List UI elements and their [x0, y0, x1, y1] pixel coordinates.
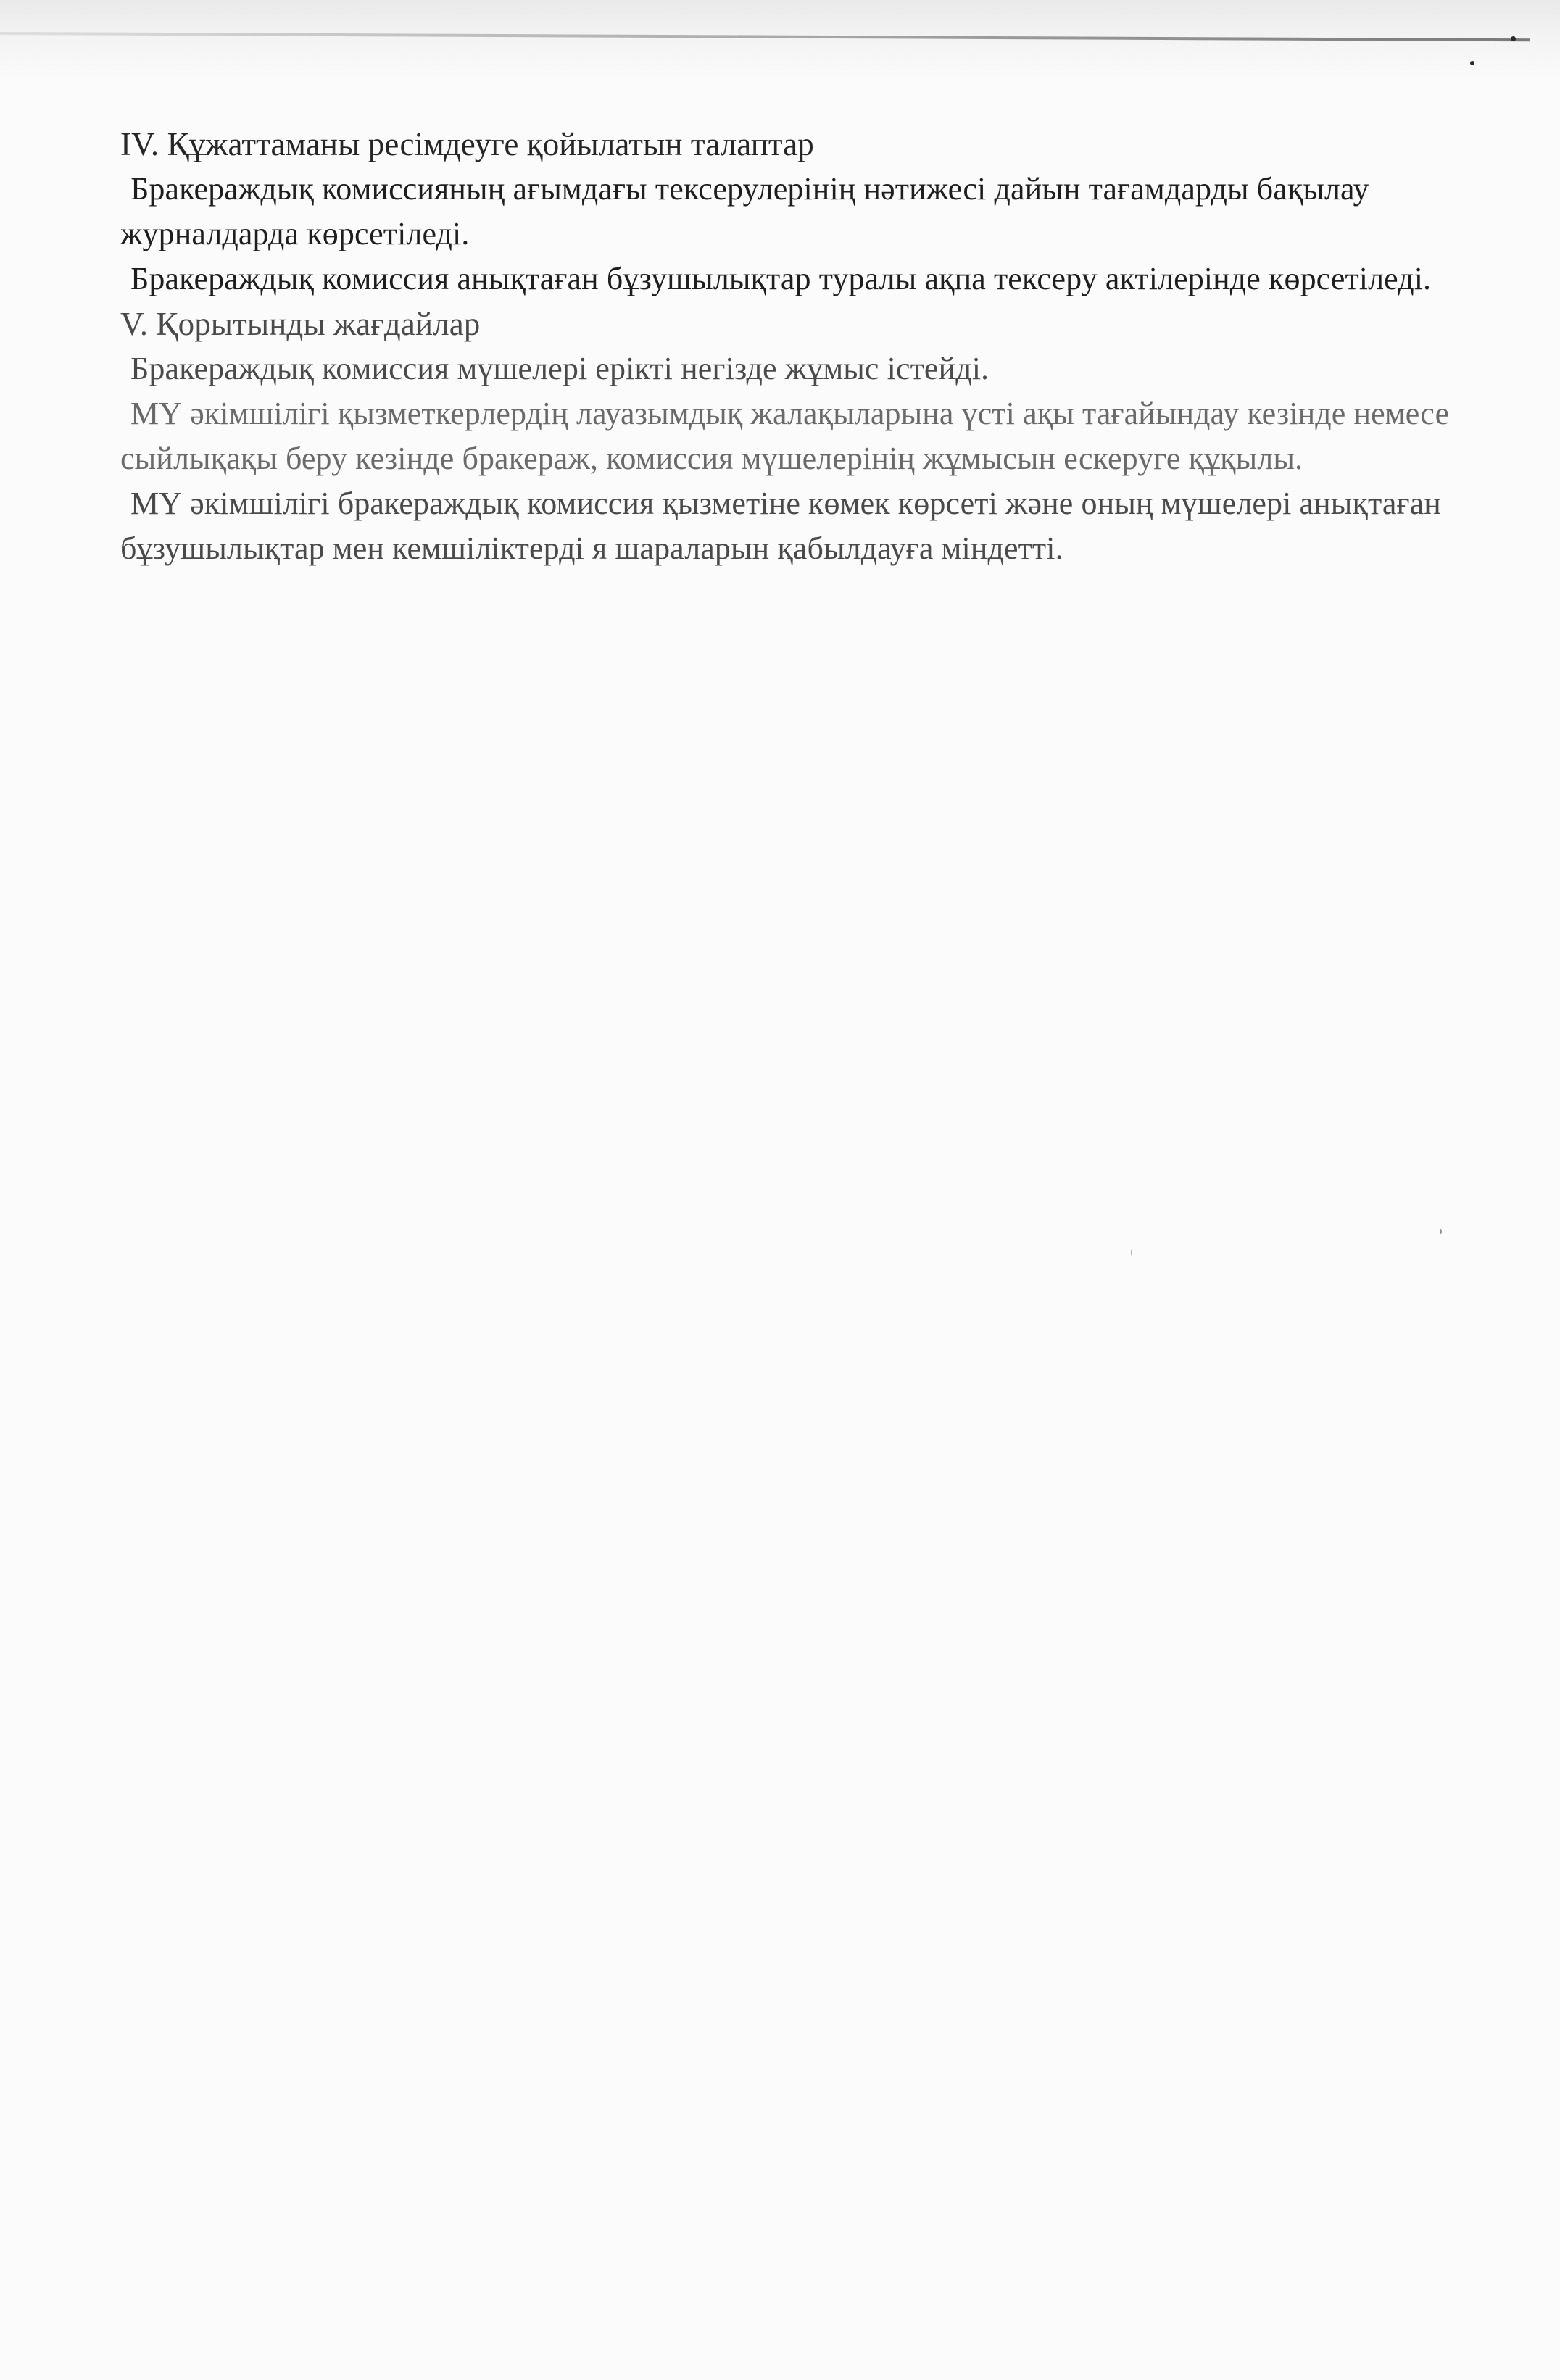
section-heading: IV. Құжаттаманы ресімдеуге қойылатын талаптар [120, 126, 814, 162]
scan-speck [1131, 1249, 1132, 1256]
scan-speck [1440, 1229, 1442, 1234]
section-iv [120, 122, 1483, 301]
paragraph: Бракераждық комиссияның ағымдағы тексерулерінің нәтижесі дайын тағамдарды бақылау журналдарда көрсетіледі. [120, 171, 1369, 251]
section-heading: V. Қорытынды жағдайлар [120, 306, 481, 342]
paragraph: Бракераждық комиссия мүшелері ерікті негізде жұмыс істейді. [130, 351, 989, 386]
paragraph: МҮ әкімшілігі қызметкерлердің лауазымдық жалақыларына үсті ақы тағайындау кезінде немесе сыйлықақы беру кезінде бракераж, комиссия мүшелерінің жұмысын ескеруге құқылы. [120, 396, 1450, 476]
paragraph: МҮ әкімшілігі бракераждық комиссия қызметіне көмек көрсеті және оның мүшелері анықтаған бұзушылықтар мен кемшіліктерді я шараларын қабылдауға міндетті. [120, 486, 1441, 566]
scan-speck [1470, 61, 1474, 65]
paragraph: Бракераждық комиссия анықтаған бұзушылықтар туралы ақпа тексеру актілерінде көрсетіледі. [130, 261, 1432, 296]
scan-speck [1511, 36, 1516, 41]
document-body [120, 122, 1483, 571]
section-v [120, 301, 1483, 571]
